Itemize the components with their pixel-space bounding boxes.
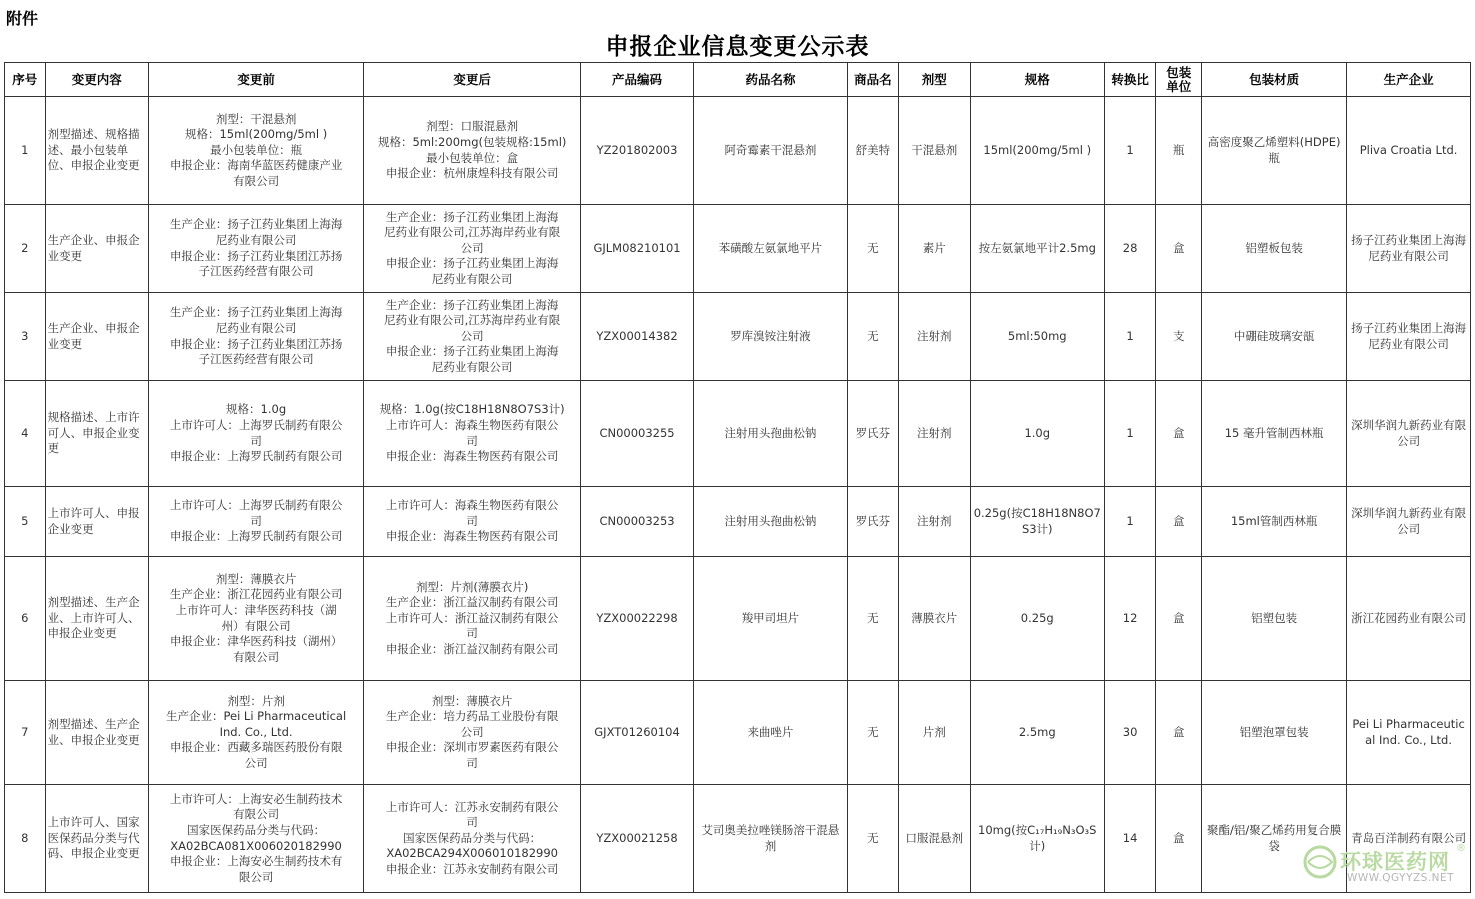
drug-name: 艾司奥美拉唑镁肠溶干混悬剂 bbox=[693, 785, 847, 893]
before-line: 公司 bbox=[244, 755, 268, 770]
row-number: 5 bbox=[5, 487, 46, 557]
column-header: 变更后 bbox=[364, 63, 581, 97]
after-line: 司 bbox=[466, 626, 478, 641]
after-line: 生产企业：浙江益汉制药有限公司 bbox=[385, 595, 559, 610]
before-change bbox=[149, 785, 364, 893]
before-change bbox=[149, 293, 364, 381]
before-line: 申报企业：上海安必生制药技术有 bbox=[169, 854, 343, 869]
specification: 按左氨氯地平计2.5mg bbox=[970, 205, 1104, 293]
column-header: 序号 bbox=[5, 63, 46, 97]
attachment-label: 附件 bbox=[6, 9, 39, 28]
after-line: 尼药业有限公司 bbox=[431, 359, 513, 374]
package-unit: 瓶 bbox=[1156, 97, 1202, 205]
product-code: YZX00014382 bbox=[581, 293, 694, 381]
before-line: 国家医保药品分类与代码： bbox=[187, 822, 326, 837]
before-line: 上市许可人：上海罗氏制药有限公 bbox=[169, 498, 343, 513]
column-header: 剂型 bbox=[898, 63, 970, 97]
column-header: 规格 bbox=[970, 63, 1104, 97]
conversion-ratio: 1 bbox=[1104, 293, 1156, 381]
package-unit: 盒 bbox=[1156, 205, 1202, 293]
dosage-form: 薄膜衣片 bbox=[898, 557, 970, 681]
before-line: 申报企业：上海罗氏制药有限公司 bbox=[169, 529, 343, 544]
change-content: 生产企业、申报企业变更 bbox=[45, 293, 148, 381]
conversion-ratio: 14 bbox=[1104, 785, 1156, 893]
after-line: 国家医保药品分类与代码： bbox=[403, 830, 542, 845]
specification: 5ml:50mg bbox=[970, 293, 1104, 381]
before-line: 子江医药经营有限公司 bbox=[198, 352, 314, 367]
package-material: 铝塑板包装 bbox=[1202, 205, 1347, 293]
specification: 0.25g(按C18H18N8O7S3计) bbox=[970, 487, 1104, 557]
after-line: 最小包装单位：盒 bbox=[426, 150, 519, 165]
after-change bbox=[364, 681, 581, 785]
drug-name: 苯磺酸左氨氯地平片 bbox=[693, 205, 847, 293]
after-line: 上市许可人：浙江益汉制药有限公 bbox=[385, 610, 559, 625]
specification: 2.5mg bbox=[970, 681, 1104, 785]
before-line: 申报企业：上海罗氏制药有限公司 bbox=[169, 449, 343, 464]
drug-name: 罗库溴铵注射液 bbox=[693, 293, 847, 381]
before-line: 申报企业：津华医药科技（湖州） bbox=[169, 634, 343, 649]
before-line: 限公司 bbox=[238, 869, 274, 884]
package-unit: 盒 bbox=[1156, 785, 1202, 893]
before-line: 尼药业有限公司 bbox=[215, 320, 297, 335]
conversion-ratio: 1 bbox=[1104, 97, 1156, 205]
column-header: 产品编码 bbox=[581, 63, 694, 97]
column-header: 生产企业 bbox=[1347, 63, 1471, 97]
after-line: 司 bbox=[466, 433, 478, 448]
before-line: 上市许可人：上海罗氏制药有限公 bbox=[169, 417, 343, 432]
after-change bbox=[364, 293, 581, 381]
brand-name: 罗氏芬 bbox=[848, 487, 899, 557]
before-change bbox=[149, 557, 364, 681]
table-row bbox=[5, 293, 1471, 381]
drug-name: 来曲唑片 bbox=[693, 681, 847, 785]
after-line: 申报企业：江苏永安制药有限公司 bbox=[385, 861, 559, 876]
before-line: 申报企业：扬子江药业集团江苏扬 bbox=[169, 248, 343, 263]
conversion-ratio: 1 bbox=[1104, 381, 1156, 487]
dosage-form: 注射剂 bbox=[898, 487, 970, 557]
before-line: 生产企业：扬子江药业集团上海海 bbox=[169, 217, 343, 232]
change-content: 生产企业、申报企业变更 bbox=[45, 205, 148, 293]
after-line: 申报企业：海森生物医药有限公司 bbox=[385, 529, 559, 544]
change-content: 剂型描述、生产企业、申报企业变更 bbox=[45, 681, 148, 785]
after-change bbox=[364, 205, 581, 293]
brand-name: 无 bbox=[848, 557, 899, 681]
after-line: 申报企业：海森生物医药有限公司 bbox=[385, 449, 559, 464]
product-code: CN00003253 bbox=[581, 487, 694, 557]
before-line: 有限公司 bbox=[233, 807, 280, 822]
package-unit: 盒 bbox=[1156, 557, 1202, 681]
specification: 15ml(200mg/5ml ) bbox=[970, 97, 1104, 205]
before-line: 司 bbox=[250, 433, 262, 448]
after-line: 剂型：口服混悬剂 bbox=[426, 119, 519, 134]
package-material: 15ml管制西林瓶 bbox=[1202, 487, 1347, 557]
column-header: 包装材质 bbox=[1202, 63, 1347, 97]
product-code: YZX00022298 bbox=[581, 557, 694, 681]
after-line: 申报企业：浙江益汉制药有限公司 bbox=[385, 641, 559, 656]
brand-name: 无 bbox=[848, 205, 899, 293]
brand-name: 罗氏芬 bbox=[848, 381, 899, 487]
package-unit: 盒 bbox=[1156, 381, 1202, 487]
column-header: 商品名 bbox=[848, 63, 899, 97]
manufacturer: 浙江花园药业有限公司 bbox=[1347, 557, 1471, 681]
product-code: YZX00021258 bbox=[581, 785, 694, 893]
manufacturer: 深圳华润九新药业有限公司 bbox=[1347, 381, 1471, 487]
watermark-reg: ® bbox=[1456, 843, 1466, 854]
after-line: 规格：5ml:200mg(包装规格:15ml) bbox=[377, 134, 567, 149]
dosage-form: 口服混悬剂 bbox=[898, 785, 970, 893]
manufacturer: 深圳华润九新药业有限公司 bbox=[1347, 487, 1471, 557]
dosage-form: 干混悬剂 bbox=[898, 97, 970, 205]
row-number: 8 bbox=[5, 785, 46, 893]
product-code: GJXT01260104 bbox=[581, 681, 694, 785]
after-line: 上市许可人：江苏永安制药有限公 bbox=[385, 799, 559, 814]
after-line: 规格：1.0g(按C18H18N8O7S3计) bbox=[379, 402, 565, 417]
before-line: 州）有限公司 bbox=[221, 618, 291, 633]
table-header-row bbox=[5, 63, 1471, 97]
before-change bbox=[149, 97, 364, 205]
after-line: 公司 bbox=[460, 240, 484, 255]
manufacturer: 青岛百洋制药有限公司 bbox=[1347, 785, 1471, 893]
package-material: 中硼硅玻璃安瓿 bbox=[1202, 293, 1347, 381]
package-unit: 盒 bbox=[1156, 487, 1202, 557]
before-line: 上市许可人：上海安必生制药技术 bbox=[169, 791, 343, 806]
after-line: 申报企业：扬子江药业集团上海海 bbox=[385, 256, 559, 271]
conversion-ratio: 1 bbox=[1104, 487, 1156, 557]
dosage-form: 注射剂 bbox=[898, 293, 970, 381]
table-row bbox=[5, 97, 1471, 205]
before-change bbox=[149, 487, 364, 557]
before-change bbox=[149, 205, 364, 293]
conversion-ratio: 12 bbox=[1104, 557, 1156, 681]
before-line: 剂型：干混悬剂 bbox=[215, 111, 297, 126]
manufacturer: 扬子江药业集团上海海尼药业有限公司 bbox=[1347, 205, 1471, 293]
column-header: 转换比 bbox=[1104, 63, 1156, 97]
after-line: 生产企业：扬子江药业集团上海海 bbox=[385, 297, 559, 312]
drug-name: 阿奇霉素干混悬剂 bbox=[693, 97, 847, 205]
manufacturer: Pliva Croatia Ltd. bbox=[1347, 97, 1471, 205]
package-material: 聚酯/铝/聚乙烯药用复合膜袋 bbox=[1202, 785, 1347, 893]
after-line: 司 bbox=[466, 815, 478, 830]
after-line: 尼药业有限公司,江苏海岸药业有限 bbox=[384, 225, 561, 240]
brand-name: 无 bbox=[848, 785, 899, 893]
before-line: 规格：15ml(200mg/5ml ) bbox=[184, 127, 328, 142]
manufacturer: 扬子江药业集团上海海尼药业有限公司 bbox=[1347, 293, 1471, 381]
after-line: 尼药业有限公司 bbox=[431, 271, 513, 286]
table-row bbox=[5, 681, 1471, 785]
before-line: XA02BCA081X006020182990 bbox=[170, 838, 342, 853]
before-line: 生产企业：浙江花园药业有限公司 bbox=[169, 587, 343, 602]
change-table bbox=[4, 62, 1471, 893]
package-material: 15 毫升管制西林瓶 bbox=[1202, 381, 1347, 487]
after-line: 剂型：片剂(薄膜衣片) bbox=[415, 579, 529, 594]
before-line: 申报企业：扬子江药业集团江苏扬 bbox=[169, 336, 343, 351]
before-line: 司 bbox=[250, 513, 262, 528]
before-line: 规格：1.0g bbox=[226, 402, 287, 417]
after-line: XA02BCA294X006010182990 bbox=[386, 846, 558, 861]
after-line: 公司 bbox=[460, 724, 484, 739]
change-content: 规格描述、上市许可人、申报企业变更 bbox=[45, 381, 148, 487]
globe-icon bbox=[1305, 847, 1335, 877]
table-row bbox=[5, 487, 1471, 557]
table-row bbox=[5, 785, 1471, 893]
after-change bbox=[364, 557, 581, 681]
column-header: 变更内容 bbox=[45, 63, 148, 97]
table-row bbox=[5, 557, 1471, 681]
package-unit: 盒 bbox=[1156, 681, 1202, 785]
before-line: 生产企业：Pei Li Pharmaceutical bbox=[165, 709, 347, 724]
change-content: 剂型描述、生产企业、上市许可人、申报企业变更 bbox=[45, 557, 148, 681]
after-line: 公司 bbox=[460, 328, 484, 343]
after-line: 申报企业：深圳市罗素医药有限公 bbox=[385, 740, 559, 755]
drug-name: 注射用头孢曲松钠 bbox=[693, 487, 847, 557]
column-header: 变更前 bbox=[149, 63, 364, 97]
conversion-ratio: 30 bbox=[1104, 681, 1156, 785]
row-number: 7 bbox=[5, 681, 46, 785]
package-material: 铝塑包装 bbox=[1202, 557, 1347, 681]
after-line: 司 bbox=[466, 513, 478, 528]
dosage-form: 注射剂 bbox=[898, 381, 970, 487]
before-line: 有限公司 bbox=[233, 649, 280, 664]
change-content: 上市许可人、申报企业变更 bbox=[45, 487, 148, 557]
before-line: 上市许可人：津华医药科技（湖 bbox=[175, 602, 337, 617]
before-line: 申报企业：西藏多瑞医药股份有限 bbox=[169, 740, 343, 755]
after-line: 司 bbox=[466, 755, 478, 770]
row-number: 2 bbox=[5, 205, 46, 293]
after-line: 上市许可人：海森生物医药有限公 bbox=[385, 498, 559, 513]
product-code: GJLM08210101 bbox=[581, 205, 694, 293]
package-material: 高密度聚乙烯塑料(HDPE)瓶 bbox=[1202, 97, 1347, 205]
brand-name: 舒美特 bbox=[848, 97, 899, 205]
before-line: 最小包装单位：瓶 bbox=[210, 142, 303, 157]
after-line: 尼药业有限公司,江苏海岸药业有限 bbox=[384, 313, 561, 328]
product-code: YZ201802003 bbox=[581, 97, 694, 205]
after-change bbox=[364, 381, 581, 487]
column-header: 药品名称 bbox=[693, 63, 847, 97]
after-line: 申报企业：扬子江药业集团上海海 bbox=[385, 344, 559, 359]
row-number: 4 bbox=[5, 381, 46, 487]
after-line: 剂型：薄膜衣片 bbox=[431, 693, 513, 708]
drug-name: 注射用头孢曲松钠 bbox=[693, 381, 847, 487]
brand-name: 无 bbox=[848, 681, 899, 785]
dosage-form: 素片 bbox=[898, 205, 970, 293]
package-unit: 支 bbox=[1156, 293, 1202, 381]
row-number: 1 bbox=[5, 97, 46, 205]
watermark-name: 环球医药网 bbox=[1340, 850, 1450, 874]
after-line: 生产企业：培力药品工业股份有限 bbox=[385, 709, 559, 724]
watermark-url: WWW.QGYYZS.NET bbox=[1347, 872, 1455, 884]
row-number: 6 bbox=[5, 557, 46, 681]
page-title: 申报企业信息变更公示表 bbox=[605, 33, 870, 60]
before-line: 有限公司 bbox=[233, 173, 280, 188]
after-line: 上市许可人：海森生物医药有限公 bbox=[385, 417, 559, 432]
brand-name: 无 bbox=[848, 293, 899, 381]
column-header: 包装 单位 bbox=[1156, 63, 1202, 97]
row-number: 3 bbox=[5, 293, 46, 381]
after-line: 申报企业：杭州康煌科技有限公司 bbox=[385, 166, 559, 181]
table-body bbox=[5, 97, 1471, 893]
after-line: 生产企业：扬子江药业集团上海海 bbox=[385, 209, 559, 224]
before-change bbox=[149, 381, 364, 487]
change-content: 上市许可人、国家医保药品分类与代码、申报企业变更 bbox=[45, 785, 148, 893]
before-line: 申报企业：海南华蓝医药健康产业 bbox=[169, 158, 343, 173]
drug-name: 羧甲司坦片 bbox=[693, 557, 847, 681]
before-line: 尼药业有限公司 bbox=[215, 232, 297, 247]
change-content: 剂型描述、规格描述、最小包装单位、申报企业变更 bbox=[45, 97, 148, 205]
before-line: 剂型：薄膜衣片 bbox=[215, 571, 297, 586]
specification: 0.25g bbox=[970, 557, 1104, 681]
manufacturer: Pei Li Pharmaceutical Ind. Co., Ltd. bbox=[1347, 681, 1471, 785]
before-line: 子江医药经营有限公司 bbox=[198, 264, 314, 279]
after-change bbox=[364, 97, 581, 205]
table-row bbox=[5, 381, 1471, 487]
dosage-form: 片剂 bbox=[898, 681, 970, 785]
before-line: 剂型：片剂 bbox=[227, 693, 285, 708]
after-change bbox=[364, 487, 581, 557]
after-change bbox=[364, 785, 581, 893]
before-line: Ind. Co., Ltd. bbox=[219, 724, 293, 739]
specification: 1.0g bbox=[970, 381, 1104, 487]
specification: 10mg(按C₁₇H₁₉N₃O₃S计) bbox=[970, 785, 1104, 893]
conversion-ratio: 28 bbox=[1104, 205, 1156, 293]
product-code: CN00003255 bbox=[581, 381, 694, 487]
before-line: 生产企业：扬子江药业集团上海海 bbox=[169, 305, 343, 320]
before-change bbox=[149, 681, 364, 785]
package-material: 铝塑泡罩包装 bbox=[1202, 681, 1347, 785]
table-row bbox=[5, 205, 1471, 293]
